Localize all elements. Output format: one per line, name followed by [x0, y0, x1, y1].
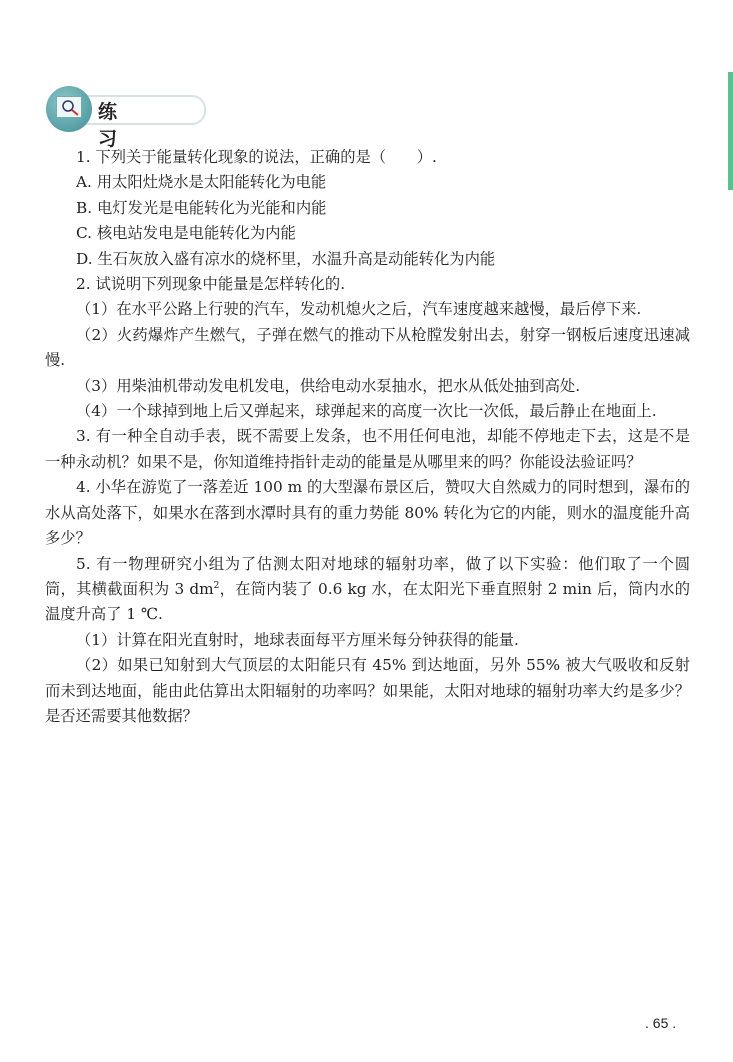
- page-number: . 65 .: [645, 1015, 677, 1031]
- option: C. 核电站发电是电能转化为内能: [76, 224, 296, 243]
- sub-question: （1）在水平公路上行驶的汽车，发动机熄火之后，汽车速度越来越慢，最后停下来.: [76, 300, 642, 319]
- option: B. 电灯发光是电能转化为光能和内能: [76, 198, 327, 217]
- question: 3. 有一种全自动手表，既不需要上发条，也不用任何电池，却能不停地走下去，这是不是一种永动机？如果不是，你知道维持指针走动的能量是从哪里来的吗？你能设法验证吗？: [45, 427, 690, 471]
- sub-question: （4）一个球掉到地上后又弹起来，球弹起来的高度一次比一次低，最后静止在地面上.: [76, 402, 657, 421]
- sub-question: （2）火药爆炸产生燃气，子弹在燃气的推动下从枪膛发射出去，射穿一钢板后速度迅速减慢.: [45, 325, 690, 370]
- exercise-list: [45, 145, 690, 729]
- question: 5. 有一物理研究小组为了估测太阳对地球的辐射功率，做了以下实验：他们取了一个圆筒，其横截面积为 3 $dm^2$，在筒内装了 0.6 kg 水，在太阳光下垂直照射 2 min 后，筒内水的温度升高了 1 ℃.: [45, 554, 690, 624]
- option: D. 生石灰放入盛有凉水的烧杯里，水温升高是动能转化为内能: [76, 249, 496, 268]
- sub-question: （2）如果已知射到大气顶层的太阳能只有 45% 到达地面，另外 55% 被大气吸收和反射而未到达地面，能由此估算出太阳辐射的功率吗？如果能，太阳对地球的辐射功率大约是多少？是否还需要其他数据？: [45, 656, 690, 725]
- question: 4. 小华在游览了一落差近 100 m 的大型瀑布景区后，赞叹大自然威力的同时想到，瀑布的水从高处落下，如果水在落到水潭时具有的重力势能 80% 转化为它的内能，则水的温度能升高多少？: [45, 478, 690, 548]
- chapter-tab: [728, 72, 733, 190]
- question: 1. 下列关于能量转化现象的说法，正确的是（ ）.: [76, 148, 437, 166]
- side-running-text: [726, 200, 733, 340]
- magnifier-icon: [56, 96, 82, 118]
- question: 2. 试说明下列现象中能量是怎样转化的.: [76, 275, 346, 294]
- section-title: 练 习: [98, 101, 130, 150]
- sub-question: （3）用柴油机带动发电机发电，供给电动水泵抽水，把水从低处抽到高处.: [76, 376, 581, 395]
- option: A. 用太阳灶烧水是太阳能转化为电能: [76, 173, 327, 192]
- sub-question: （1）计算在阳光直射时，地球表面每平方厘米每分钟获得的能量.: [76, 630, 519, 649]
